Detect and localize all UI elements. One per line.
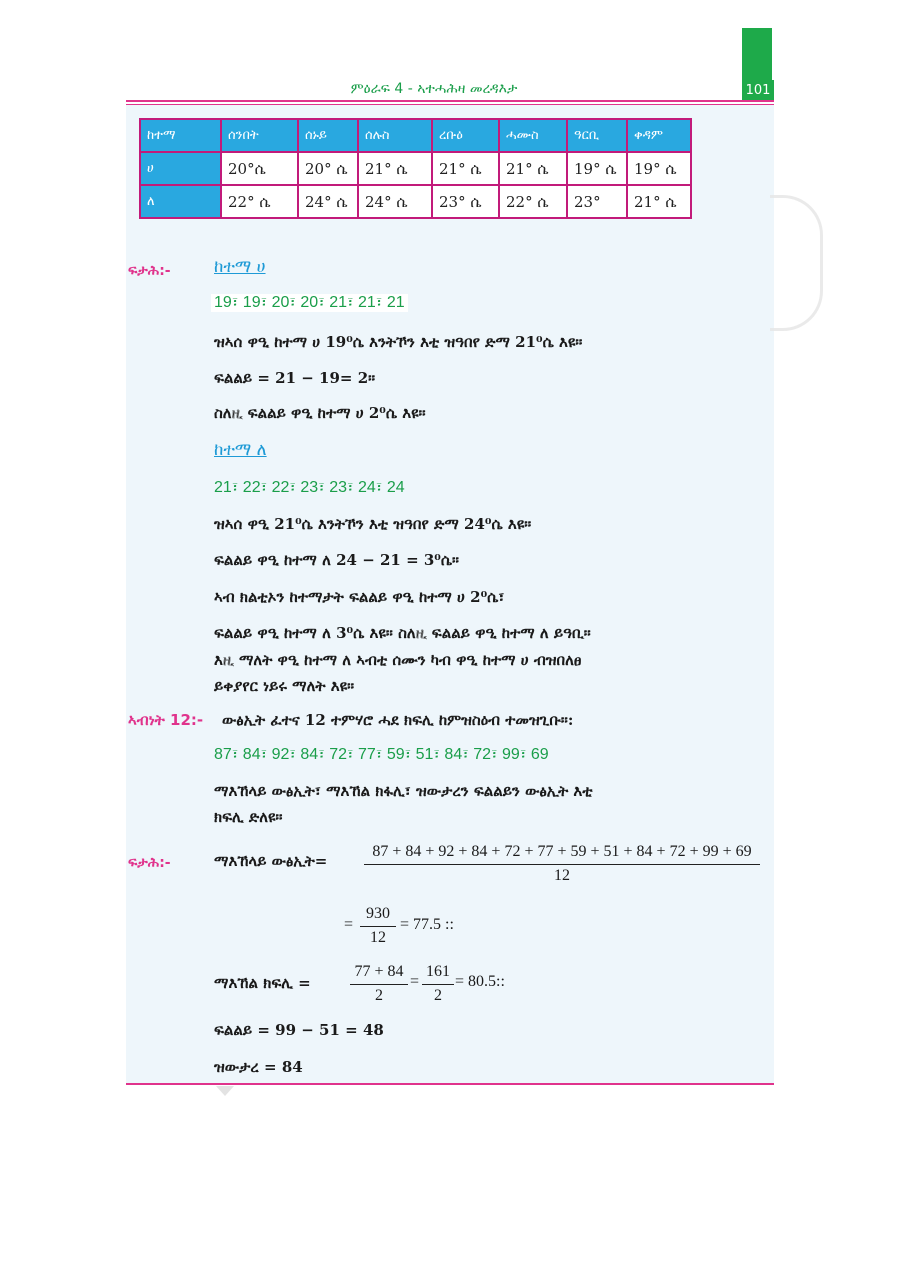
fraction-bar: [422, 984, 454, 985]
example-label: ኣብነት 12:-: [128, 711, 204, 729]
solution-label: ፍታሕ:-: [128, 855, 171, 871]
median-numerator: 77 + 84: [354, 963, 404, 980]
mean-numerator: 87 + 84 + 92 + 84 + 72 + 77 + 59 + 51 + 84 + 72 + 99 + 69: [372, 843, 752, 860]
table-cell: 24° ሴ: [298, 185, 358, 218]
fraction-bar: [364, 864, 760, 865]
city-b-sequence: 21፣ 22፣ 22፣ 23፣ 23፣ 24፣ 24: [214, 479, 405, 496]
running-title: ምዕራፍ 4 - ኣተሓሕዛ መረዳእታ: [350, 81, 518, 97]
footer-rule: [126, 1083, 774, 1085]
table-header-cell: ቀዳም: [627, 119, 691, 152]
example-text: ውፅኢት ፈተና 12 ተምሃሮ ሓደ ክፍሊ ከምዝስዕብ ተመዝጊቡ።:: [222, 711, 574, 729]
median-fraction: [350, 963, 408, 1005]
city-b-para-line: እዚ ማለት ዋዒ ከተማ ለ ኣብቲ ሰሙን ካብ ዋዒ ከተማ ሀ ብዝበለፀ: [214, 651, 582, 669]
city-b-para-line: ፍልልይ ዋዒ ከተማ ለ 3⁰ሴ እዩ። ስለዚ ፍልልይ ዋዒ ከተማ ለ ይዓቢ።: [214, 624, 591, 642]
table-cell: ለ: [140, 185, 221, 218]
score-sequence: 87፣ 84፣ 92፣ 84፣ 72፣ 77፣ 59፣ 51፣ 84፣ 72፣ 99፣ 69: [214, 746, 549, 763]
city-a-heading: ከተማ ሀ: [214, 257, 266, 277]
table-header-cell: ሰኑይ: [298, 119, 358, 152]
median-fraction-2: [422, 963, 454, 1005]
table-cell: 22° ሴ: [499, 185, 567, 218]
median-result: = 80.5::: [455, 973, 505, 990]
median-numerator-2: 161: [426, 963, 450, 980]
table-cell: 22° ሴ: [221, 185, 298, 218]
eq-sign: =: [410, 973, 420, 990]
header-rule-thin: [126, 104, 774, 105]
city-b-line-3: ኣብ ክልቲኦን ከተማታት ፍልልይ ዋዒ ከተማ ሀ 2⁰ሴ፣: [214, 588, 505, 606]
table-cell: 21° ሴ: [499, 152, 567, 185]
example-question-line: ክፍሊ ድለዩ።: [214, 808, 283, 826]
table-header-cell: ዓርቢ: [567, 119, 627, 152]
city-a-sequence: 19፣ 19፣ 20፣ 20፣ 21፣ 21፣ 21: [211, 294, 408, 312]
table-cell: 21° ሴ: [627, 185, 691, 218]
table-row: [140, 152, 691, 185]
example-question-line: ማእኸላይ ውፅኢት፣ ማእኸል ክፋሊ፣ ዝውታረን ፍልልይን ውፅኢት እቲ: [214, 782, 593, 800]
mode-line: ዝውታረ = 84: [214, 1058, 303, 1076]
table-cell: 19° ሴ: [627, 152, 691, 185]
city-b-heading: ከተማ ለ: [214, 440, 267, 460]
median-denominator-2: 2: [434, 987, 442, 1004]
header-rule: [126, 100, 774, 102]
table-cell: 19° ሴ: [567, 152, 627, 185]
table-cell: 21° ሴ: [432, 152, 499, 185]
table-cell: ሀ: [140, 152, 221, 185]
mean-label: ማእኸላይ ውፅኢት=: [214, 852, 328, 870]
city-b-para-line: ይቀያየር ነይሩ ማለት እዩ።: [214, 677, 355, 695]
table-header-cell: ሰንበት: [221, 119, 298, 152]
eq-sign: =: [344, 916, 354, 933]
table-cell: 20°ሴ: [221, 152, 298, 185]
table-header-row: [140, 119, 691, 152]
range-line: ፍልልይ = 99 − 51 = 48: [214, 1021, 384, 1039]
temperature-table: [139, 118, 692, 219]
table-cell: 23°: [567, 185, 627, 218]
page-number: 101: [742, 80, 774, 102]
mean-denominator: 12: [554, 867, 570, 884]
city-a-line-3: ስለዚ ፍልልይ ዋዒ ከተማ ሀ 2⁰ሴ እዩ።: [214, 404, 426, 422]
solution-label: ፍታሕ:-: [128, 263, 171, 279]
watermark-shape: [770, 195, 823, 331]
table-cell: 23° ሴ: [432, 185, 499, 218]
mean-fraction: [364, 843, 760, 885]
watermark-arrow: [216, 1086, 234, 1096]
table-header-cell: ሓሙስ: [499, 119, 567, 152]
fraction-bar: [360, 926, 396, 927]
city-a-line-2: ፍልልይ = 21 − 19= 2።: [214, 369, 376, 387]
table-row: [140, 185, 691, 218]
mean-result: = 77.5 ::: [400, 916, 454, 933]
city-b-line-2: ፍልልይ ዋዒ ከተማ ለ 24 − 21 = 3⁰ሴ።: [214, 551, 460, 569]
table-cell: 21° ሴ: [358, 152, 432, 185]
mean-fraction-2: [360, 905, 396, 947]
median-label: ማእኸል ክፍሊ =: [214, 974, 311, 992]
mean2-denominator: 12: [370, 929, 386, 946]
fraction-bar: [350, 984, 408, 985]
table-header-cell: ረቡዕ: [432, 119, 499, 152]
table-cell: 24° ሴ: [358, 185, 432, 218]
mean2-numerator: 930: [366, 905, 390, 922]
median-denominator: 2: [375, 987, 383, 1004]
table-cell: 20° ሴ: [298, 152, 358, 185]
table-header-cell: ከተማ: [140, 119, 221, 152]
city-b-line-1: ዝኣሰ ዋዒ 21⁰ሴ እንትኾን እቲ ዝዓበየ ድማ 24⁰ሴ እዩ።: [214, 515, 532, 533]
city-a-line-1: ዝኣሰ ዋዒ ከተማ ሀ 19⁰ሴ እንትኾን እቲ ዝዓበየ ድማ 21⁰ሴ እዩ።: [214, 333, 583, 351]
table-header-cell: ሰሉስ: [358, 119, 432, 152]
